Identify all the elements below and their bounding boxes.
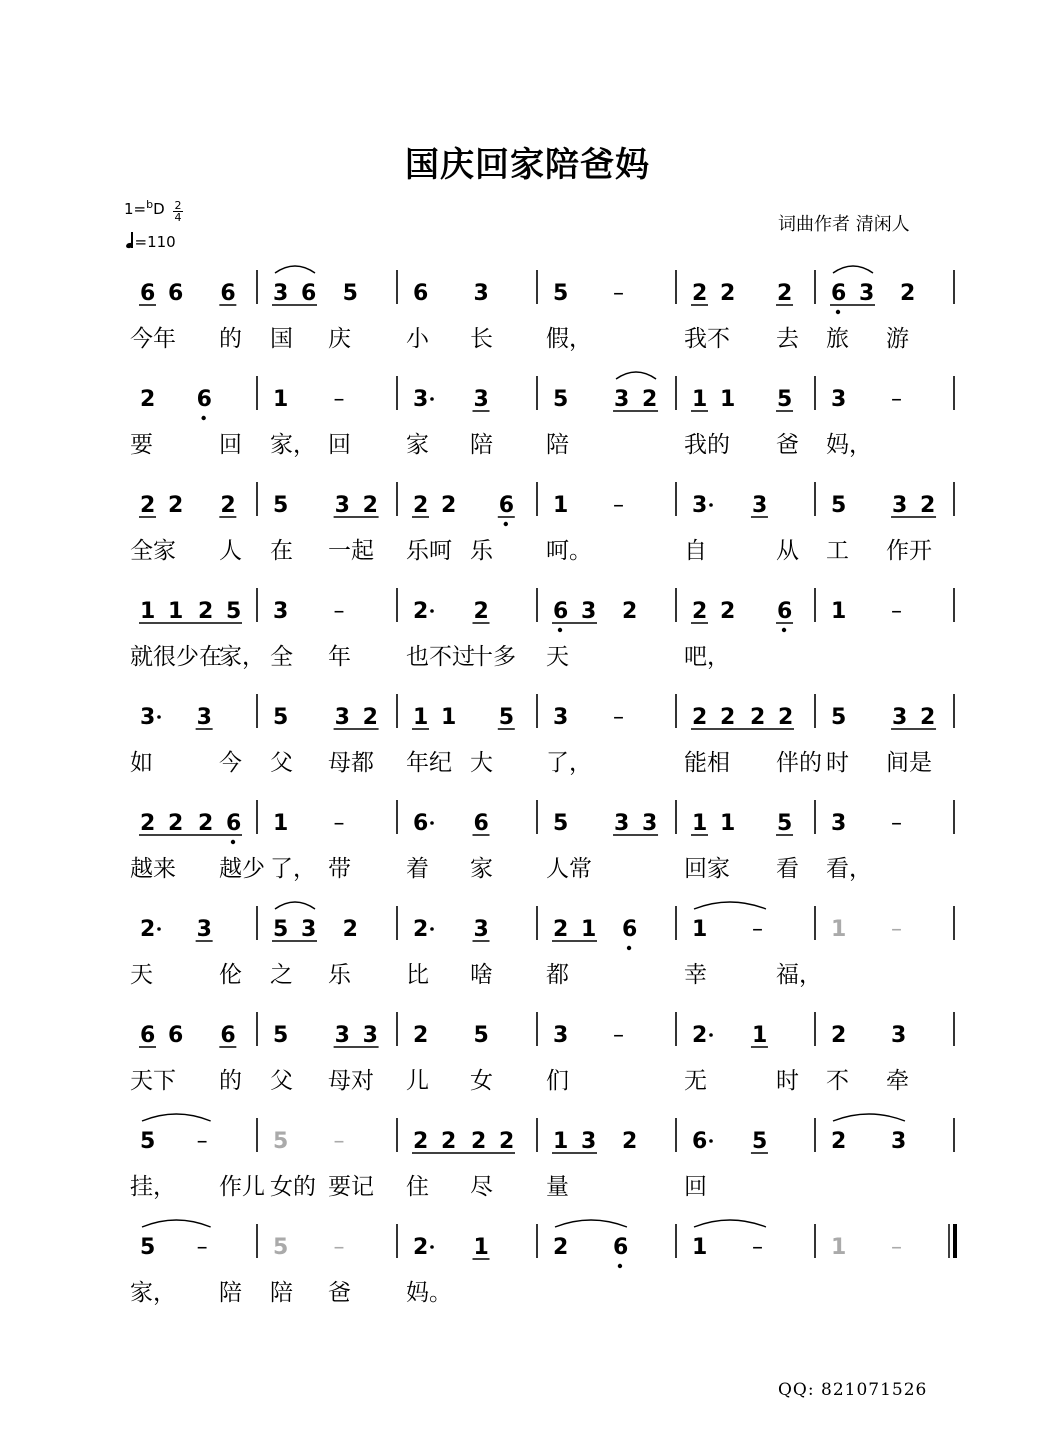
note: 2 bbox=[413, 493, 429, 518]
low-octave-dot bbox=[782, 628, 786, 632]
sustain-dash: – bbox=[333, 599, 345, 624]
lyric: 全 bbox=[270, 644, 293, 670]
lyric: 要记 bbox=[328, 1174, 374, 1200]
note: 3 bbox=[553, 1023, 569, 1048]
note: 2 bbox=[220, 493, 236, 518]
lyric: 旅 bbox=[826, 326, 849, 352]
lyric: 工 bbox=[826, 538, 849, 564]
note: 2 bbox=[622, 599, 638, 624]
note: 1 bbox=[473, 1235, 489, 1260]
note: 3 bbox=[831, 811, 847, 836]
augmentation-dot bbox=[430, 1245, 434, 1249]
note: 2 bbox=[198, 599, 214, 624]
note: 3 bbox=[831, 387, 847, 412]
note: 1 bbox=[140, 599, 156, 624]
lyric: 人 bbox=[219, 538, 242, 564]
tie-slur bbox=[275, 902, 315, 909]
note: 5 bbox=[342, 281, 358, 306]
note: 3 bbox=[614, 387, 630, 412]
lyric: 我不 bbox=[684, 326, 730, 352]
note: 1 bbox=[553, 493, 569, 518]
note: 2 bbox=[750, 705, 766, 730]
lyric: 都 bbox=[546, 962, 569, 988]
lyric: 天 bbox=[546, 644, 569, 670]
lyric: 家， bbox=[270, 432, 316, 458]
sustain-dash: – bbox=[890, 917, 902, 942]
note: 6 bbox=[168, 1023, 184, 1048]
note: 2 bbox=[362, 493, 378, 518]
note: 3 bbox=[890, 1129, 907, 1154]
note: 3 bbox=[273, 281, 289, 306]
note: 3 bbox=[581, 599, 597, 624]
lyric: 住 bbox=[406, 1174, 429, 1200]
note: 2 bbox=[499, 1129, 515, 1154]
note: 3 bbox=[859, 281, 875, 306]
note: 1 bbox=[553, 1129, 569, 1154]
lyric: 伦 bbox=[219, 962, 242, 988]
note: 3 bbox=[301, 917, 317, 942]
lyric: 不 bbox=[826, 1068, 849, 1094]
note: 2 bbox=[413, 1235, 429, 1260]
note: 2 bbox=[441, 493, 457, 518]
lyric: 们 bbox=[546, 1068, 569, 1094]
note: 6 bbox=[777, 599, 793, 624]
lyric: 家， bbox=[130, 1280, 176, 1306]
lyric: 带 bbox=[328, 856, 351, 882]
note: 2 bbox=[553, 1235, 569, 1260]
lyric: 家 bbox=[406, 432, 429, 458]
low-octave-dot bbox=[504, 522, 508, 526]
lyric: 爸 bbox=[776, 432, 799, 458]
note: 1 bbox=[692, 917, 708, 942]
note: 2 bbox=[831, 1023, 847, 1048]
lyric: 儿 bbox=[406, 1068, 429, 1094]
lyric: 在 bbox=[270, 538, 293, 564]
note: 6 bbox=[140, 281, 156, 306]
note: 3 bbox=[334, 705, 350, 730]
lyric: 天 bbox=[130, 962, 153, 988]
low-octave-dot bbox=[618, 1264, 622, 1268]
lyric: 从 bbox=[776, 538, 799, 564]
note: 2 bbox=[692, 1023, 708, 1048]
note: 5 bbox=[140, 1129, 156, 1154]
lyric: 量 bbox=[546, 1174, 569, 1200]
lyric: 着 bbox=[406, 856, 429, 882]
sustain-dash: – bbox=[612, 493, 624, 518]
key-note: D bbox=[153, 200, 165, 218]
sustain-dash: – bbox=[890, 387, 902, 412]
lyric: 啥 bbox=[470, 962, 493, 988]
lyric: 就很少在 bbox=[130, 644, 222, 670]
lyric: 无 bbox=[684, 1068, 707, 1094]
note: 3 bbox=[892, 493, 908, 518]
lyric: 回家 bbox=[684, 856, 730, 882]
tie-slur bbox=[833, 266, 873, 273]
sustain-dash: – bbox=[196, 1129, 208, 1154]
lyric: 回 bbox=[328, 432, 351, 458]
note: 5 bbox=[553, 281, 569, 306]
lyric: 长 bbox=[470, 326, 493, 352]
sustain-dash: – bbox=[890, 811, 902, 836]
lyric: 了， bbox=[546, 750, 592, 776]
lyric: 陪 bbox=[470, 432, 493, 458]
lyric: 伴的 bbox=[776, 750, 822, 776]
note: 6 bbox=[226, 811, 242, 836]
lyric: 女 bbox=[470, 1068, 493, 1094]
lyric: 尽 bbox=[470, 1174, 493, 1200]
lyric: 妈。 bbox=[406, 1280, 452, 1306]
lyric: 游 bbox=[886, 326, 909, 352]
lyric: 小 bbox=[406, 326, 429, 352]
lyric: 陪 bbox=[270, 1280, 293, 1306]
lyric: 能相 bbox=[684, 750, 730, 776]
lyric: 之 bbox=[270, 962, 293, 988]
lyric: 我的 bbox=[684, 432, 730, 458]
lyric: 作儿 bbox=[219, 1174, 265, 1200]
augmentation-dot bbox=[709, 503, 713, 507]
lyric: 父 bbox=[270, 750, 293, 776]
sustain-dash: – bbox=[333, 811, 345, 836]
note: 2 bbox=[900, 281, 916, 306]
note: 3 bbox=[413, 387, 429, 412]
lyric: 今年 bbox=[130, 326, 176, 352]
lyric: 自 bbox=[684, 538, 707, 564]
lyric: 如 bbox=[130, 750, 153, 776]
note: 2 bbox=[920, 705, 936, 730]
time-signature-bottom: 4 bbox=[174, 211, 182, 224]
note: 6 bbox=[692, 1129, 708, 1154]
note: 2 bbox=[198, 811, 214, 836]
note: 5 bbox=[273, 705, 289, 730]
note: 5 bbox=[273, 1023, 289, 1048]
note: 5 bbox=[777, 811, 793, 836]
note: 3 bbox=[273, 599, 289, 624]
lyric: 庆 bbox=[328, 326, 351, 352]
note: 6 bbox=[168, 281, 184, 306]
note: 2 bbox=[168, 811, 184, 836]
note: 2 bbox=[413, 1023, 429, 1048]
note: 6 bbox=[498, 493, 515, 518]
low-octave-dot bbox=[231, 840, 235, 844]
note: 3 bbox=[692, 493, 708, 518]
augmentation-dot bbox=[157, 927, 161, 931]
augmentation-dot bbox=[430, 397, 434, 401]
lyric: 全家 bbox=[130, 538, 176, 564]
lyric: 间是 bbox=[886, 750, 932, 776]
note: 3 bbox=[334, 493, 350, 518]
lyric: 的 bbox=[219, 326, 242, 352]
note: 5 bbox=[273, 917, 289, 942]
note: 5 bbox=[273, 493, 289, 518]
lyric: 女的 bbox=[270, 1174, 316, 1200]
note: 6 bbox=[612, 1235, 629, 1260]
note: 2 bbox=[140, 493, 156, 518]
lyric: 回 bbox=[684, 1174, 707, 1200]
note: 3 bbox=[614, 811, 630, 836]
lyric: 吧， bbox=[684, 644, 730, 670]
sustain-dash: – bbox=[333, 1235, 345, 1260]
augmentation-dot bbox=[430, 927, 434, 931]
augmentation-dot bbox=[430, 609, 434, 613]
note: 3 bbox=[642, 811, 658, 836]
note: 3 bbox=[892, 705, 908, 730]
lyric: 也不过 bbox=[406, 644, 475, 670]
note: 5 bbox=[553, 387, 569, 412]
flat-sign: b bbox=[146, 198, 154, 211]
note: 5 bbox=[226, 599, 242, 624]
sustain-dash: – bbox=[612, 705, 624, 730]
note: 2 bbox=[777, 281, 793, 306]
note: 2 bbox=[441, 1129, 457, 1154]
note: 6 bbox=[140, 1023, 156, 1048]
lyric: 天下 bbox=[130, 1068, 176, 1094]
author-credit: 词曲作者 清闲人 bbox=[778, 214, 910, 235]
note: 5 bbox=[553, 811, 569, 836]
key-prefix: 1= bbox=[124, 200, 147, 218]
lyric: 时 bbox=[826, 750, 849, 776]
lyric: 福， bbox=[776, 962, 822, 988]
note: 1 bbox=[273, 811, 289, 836]
low-octave-dot bbox=[558, 628, 562, 632]
lyric: 越来 bbox=[130, 856, 176, 882]
note: 5 bbox=[473, 1023, 489, 1048]
note: 3 bbox=[196, 917, 212, 942]
note: 5 bbox=[777, 387, 793, 412]
note: 1 bbox=[720, 387, 736, 412]
note: 6 bbox=[473, 811, 489, 836]
lyric: 去 bbox=[776, 326, 799, 352]
lyric: 越少 bbox=[219, 856, 265, 882]
lyric: 牵 bbox=[886, 1068, 909, 1094]
lyric: 幸 bbox=[684, 962, 707, 988]
note: 2 bbox=[831, 1129, 847, 1154]
augmentation-dot bbox=[430, 821, 434, 825]
lyric: 父 bbox=[270, 1068, 293, 1094]
sustain-dash: – bbox=[751, 917, 763, 942]
sustain-dash: – bbox=[890, 1235, 902, 1260]
note: 1 bbox=[692, 387, 708, 412]
note: 3 bbox=[473, 917, 489, 942]
lyric: 看 bbox=[776, 856, 799, 882]
note: 1 bbox=[831, 599, 847, 624]
note: 2 bbox=[413, 917, 429, 942]
lyric: 一起 bbox=[328, 538, 374, 564]
note: 2 bbox=[473, 599, 489, 624]
lyric: 看， bbox=[826, 856, 872, 882]
note: 5 bbox=[140, 1235, 156, 1260]
note: 6 bbox=[301, 281, 317, 306]
lyric: 比 bbox=[406, 962, 429, 988]
sustain-dash: – bbox=[612, 1023, 624, 1048]
note: 5 bbox=[273, 1129, 289, 1154]
footer-contact: QQ: 821071526 bbox=[778, 1380, 928, 1400]
lyric: 假， bbox=[546, 326, 592, 352]
tie-slur bbox=[694, 1220, 766, 1227]
lyric: 母都 bbox=[328, 750, 374, 776]
lyric: 爸 bbox=[328, 1280, 351, 1306]
note: 6 bbox=[622, 917, 638, 942]
note: 6 bbox=[553, 599, 569, 624]
note: 2 bbox=[140, 387, 156, 412]
note: 1 bbox=[692, 1235, 708, 1260]
note: 2 bbox=[168, 493, 184, 518]
note: 2 bbox=[622, 1129, 638, 1154]
lyric: 大 bbox=[470, 750, 493, 776]
sustain-dash: – bbox=[612, 281, 624, 306]
augmentation-dot bbox=[709, 1139, 713, 1143]
note: 5 bbox=[751, 1129, 768, 1154]
lyric: 家， bbox=[219, 644, 265, 670]
note: 2 bbox=[413, 599, 429, 624]
note: 2 bbox=[720, 599, 736, 624]
lyric: 陪 bbox=[546, 432, 569, 458]
note: 6 bbox=[831, 281, 847, 306]
note: 3 bbox=[473, 387, 489, 412]
lyric: 今 bbox=[219, 750, 242, 776]
note: 1 bbox=[831, 1235, 847, 1260]
note: 3 bbox=[140, 705, 156, 730]
low-octave-dot bbox=[836, 310, 840, 314]
lyric: 乐 bbox=[470, 538, 493, 564]
lyric: 妈， bbox=[826, 432, 872, 458]
note: 1 bbox=[720, 811, 736, 836]
lyric: 家 bbox=[470, 856, 493, 882]
note: 2 bbox=[720, 281, 736, 306]
sustain-dash: – bbox=[333, 1129, 345, 1154]
note: 5 bbox=[831, 493, 847, 518]
note: 3 bbox=[334, 1023, 350, 1048]
note: 3 bbox=[751, 493, 768, 518]
note: 6 bbox=[413, 811, 429, 836]
lyric: 十多 bbox=[470, 644, 516, 670]
lyric: 时 bbox=[776, 1068, 799, 1094]
note: 1 bbox=[441, 705, 457, 730]
note: 2 bbox=[692, 599, 708, 624]
lyric: 人常 bbox=[546, 856, 592, 882]
tie-slur bbox=[833, 1114, 905, 1121]
note: 6 bbox=[220, 1023, 236, 1048]
note: 2 bbox=[413, 1129, 429, 1154]
lyric: 乐 bbox=[328, 962, 351, 988]
low-octave-dot bbox=[627, 946, 631, 950]
song-title: 国庆回家陪爸妈 bbox=[405, 145, 650, 185]
note: 2 bbox=[342, 917, 358, 942]
note: 2 bbox=[140, 811, 156, 836]
note: 6 bbox=[196, 387, 212, 412]
tie-slur bbox=[275, 266, 315, 273]
tie-slur bbox=[616, 372, 656, 379]
tie-slur bbox=[694, 902, 766, 909]
lyric: 国 bbox=[270, 326, 293, 352]
lyric: 要 bbox=[130, 432, 153, 458]
lyric: 了， bbox=[270, 856, 316, 882]
note: 3 bbox=[553, 705, 569, 730]
note: 2 bbox=[692, 705, 708, 730]
note: 2 bbox=[642, 387, 658, 412]
tempo-value: =110 bbox=[134, 233, 176, 251]
lyric: 回 bbox=[219, 432, 242, 458]
lyric: 陪 bbox=[219, 1280, 242, 1306]
note: 6 bbox=[220, 281, 236, 306]
note: 2 bbox=[778, 705, 794, 730]
note: 1 bbox=[692, 811, 708, 836]
note: 2 bbox=[553, 917, 569, 942]
note: 3 bbox=[196, 705, 212, 730]
lyric: 母对 bbox=[328, 1068, 374, 1094]
note: 1 bbox=[831, 917, 847, 942]
note: 2 bbox=[471, 1129, 487, 1154]
lyric: 挂， bbox=[130, 1174, 176, 1200]
lyric: 乐呵 bbox=[406, 538, 452, 564]
tie-slur bbox=[142, 1114, 211, 1121]
time-signature-top: 2 bbox=[174, 199, 182, 212]
note: 3 bbox=[581, 1129, 597, 1154]
augmentation-dot bbox=[709, 1033, 713, 1037]
note: 1 bbox=[581, 917, 597, 942]
note: 2 bbox=[720, 705, 736, 730]
lyric: 呵。 bbox=[546, 538, 592, 564]
low-octave-dot bbox=[201, 416, 205, 420]
note: 2 bbox=[692, 281, 708, 306]
lyric: 年纪 bbox=[406, 750, 452, 776]
tie-slur bbox=[555, 1220, 627, 1227]
note: 3 bbox=[473, 281, 489, 306]
note: 1 bbox=[273, 387, 289, 412]
note: 2 bbox=[920, 493, 936, 518]
sustain-dash: – bbox=[751, 1235, 763, 1260]
lyric: 年 bbox=[328, 644, 351, 670]
note: 2 bbox=[362, 705, 378, 730]
note: 3 bbox=[890, 1023, 907, 1048]
note: 5 bbox=[273, 1235, 289, 1260]
note: 1 bbox=[751, 1023, 768, 1048]
augmentation-dot bbox=[157, 715, 161, 719]
sustain-dash: – bbox=[196, 1235, 208, 1260]
note: 3 bbox=[362, 1023, 378, 1048]
note: 5 bbox=[831, 705, 847, 730]
sustain-dash: – bbox=[333, 387, 345, 412]
tie-slur bbox=[142, 1220, 211, 1227]
lyric: 的 bbox=[219, 1068, 242, 1094]
note: 6 bbox=[413, 281, 429, 306]
note: 1 bbox=[168, 599, 184, 624]
note: 1 bbox=[413, 705, 429, 730]
lyric: 作开 bbox=[886, 538, 932, 564]
note: 2 bbox=[140, 917, 156, 942]
note: 5 bbox=[498, 705, 515, 730]
sustain-dash: – bbox=[890, 599, 902, 624]
